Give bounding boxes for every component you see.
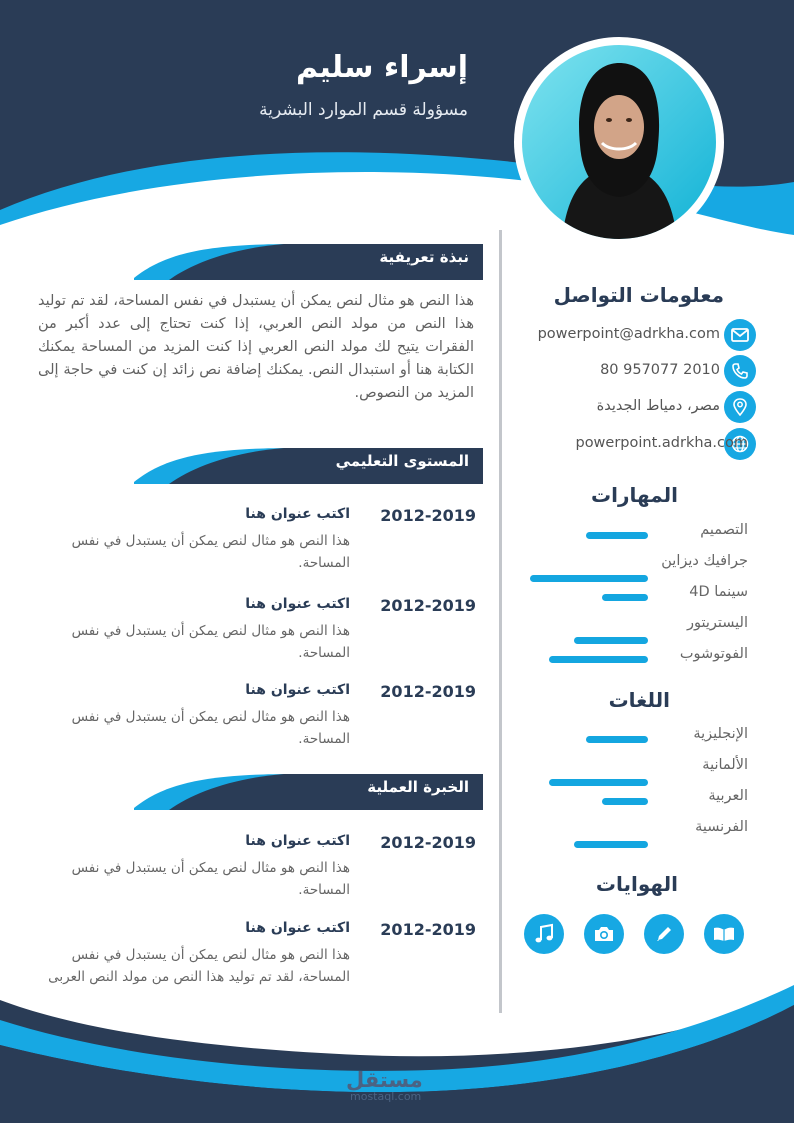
education-title: اكتب عنوان هنا — [245, 506, 350, 522]
brand-domain: mostaql.com — [350, 1090, 422, 1103]
hobbies-heading: الهوايات — [595, 872, 678, 896]
education-section-header — [134, 444, 483, 482]
education-text: هذا النص هو مثال لنص يمكن أن يستبدل في نفس المساحة. — [71, 623, 350, 661]
skills-level-bar — [549, 656, 648, 663]
contact-website: powerpoint.adrkha.com — [575, 435, 748, 451]
languages-label: الفرنسية — [695, 819, 748, 835]
profile-text: هذا النص هو مثال لنص يمكن أن يستبدل في نفس المساحة، لقد تم توليد هذا النص من مولد النص العربي، إذا كنت تحتاج إلى عدد أكبر من الفقرات يتيح لك مولد النص العربي إذا كنت المزيد من المساحة يمكنك الكتابة هنا أو استبدال النص. يمكنك إضافة نص زائد إن كنت في حاجة إلى المزيد من النصوص. — [38, 293, 474, 401]
contact-address: مصر، دمياط الجديدة — [596, 398, 720, 414]
experience-title: اكتب عنوان هنا — [245, 833, 350, 849]
job-title: مسؤولة قسم الموارد البشرية — [259, 100, 468, 120]
location-icon — [724, 391, 756, 423]
experience-text: هذا النص هو مثال لنص يمكن أن يستبدل في نفس المساحة. — [71, 860, 350, 898]
languages-heading: اللغات — [608, 688, 670, 712]
education-year: 2012-2019 — [380, 682, 476, 701]
languages-label: العربية — [708, 788, 748, 804]
pencil-icon — [644, 914, 684, 954]
education-heading: المستوى التعليمي — [335, 452, 469, 470]
contact-heading: معلومات التواصل — [553, 283, 724, 307]
languages-label: الألمانية — [702, 757, 748, 773]
profile-section-header — [134, 240, 483, 278]
education-title: اكتب عنوان هنا — [245, 596, 350, 612]
skills-label: جرافيك ديزاين — [661, 553, 748, 569]
skills-label: سينما 4D — [689, 584, 748, 600]
person-name: إسراء سليم — [295, 50, 468, 85]
experience-title: اكتب عنوان هنا — [245, 920, 350, 936]
languages-label: الإنجليزية — [693, 726, 748, 742]
skills-label: التصميم — [700, 522, 748, 538]
column-divider — [499, 230, 502, 1013]
experience-year: 2012-2019 — [380, 833, 476, 852]
languages-level-bar — [574, 841, 648, 848]
contact-phone: 2010 957077 80 — [600, 362, 720, 378]
camera-icon — [584, 914, 624, 954]
experience-heading: الخبرة العملية — [367, 778, 469, 796]
skills-level-bar — [574, 637, 648, 644]
education-year: 2012-2019 — [380, 506, 476, 525]
profile-heading: نبذة تعريفية — [379, 248, 469, 266]
experience-section-header — [134, 770, 483, 808]
skills-label: اليستريتور — [686, 615, 748, 631]
experience-year: 2012-2019 — [380, 920, 476, 939]
education-year: 2012-2019 — [380, 596, 476, 615]
brand-logo-text: مستقل — [346, 1068, 423, 1092]
experience-text: هذا النص هو مثال لنص يمكن أن يستبدل في نفس المساحة، لقد تم توليد هذا النص من مولد النص العربى — [48, 947, 350, 985]
languages-level-bar — [586, 736, 648, 743]
languages-level-bar — [602, 798, 648, 805]
phone-icon — [724, 355, 756, 387]
music-icon — [524, 914, 564, 954]
contact-email: powerpoint@adrkha.com — [537, 326, 720, 342]
profile-photo — [522, 45, 716, 239]
skills-level-bar — [602, 594, 648, 601]
skills-level-bar — [586, 532, 648, 539]
languages-level-bar — [549, 779, 648, 786]
education-title: اكتب عنوان هنا — [245, 682, 350, 698]
skills-label: الفوتوشوب — [679, 646, 748, 662]
education-text: هذا النص هو مثال لنص يمكن أن يستبدل في نفس المساحة. — [71, 709, 350, 747]
reading-icon — [704, 914, 744, 954]
education-text: هذا النص هو مثال لنص يمكن أن يستبدل في نفس المساحة. — [71, 533, 350, 571]
skills-heading: المهارات — [591, 483, 678, 507]
mail-icon — [724, 319, 756, 351]
skills-level-bar — [530, 575, 648, 582]
